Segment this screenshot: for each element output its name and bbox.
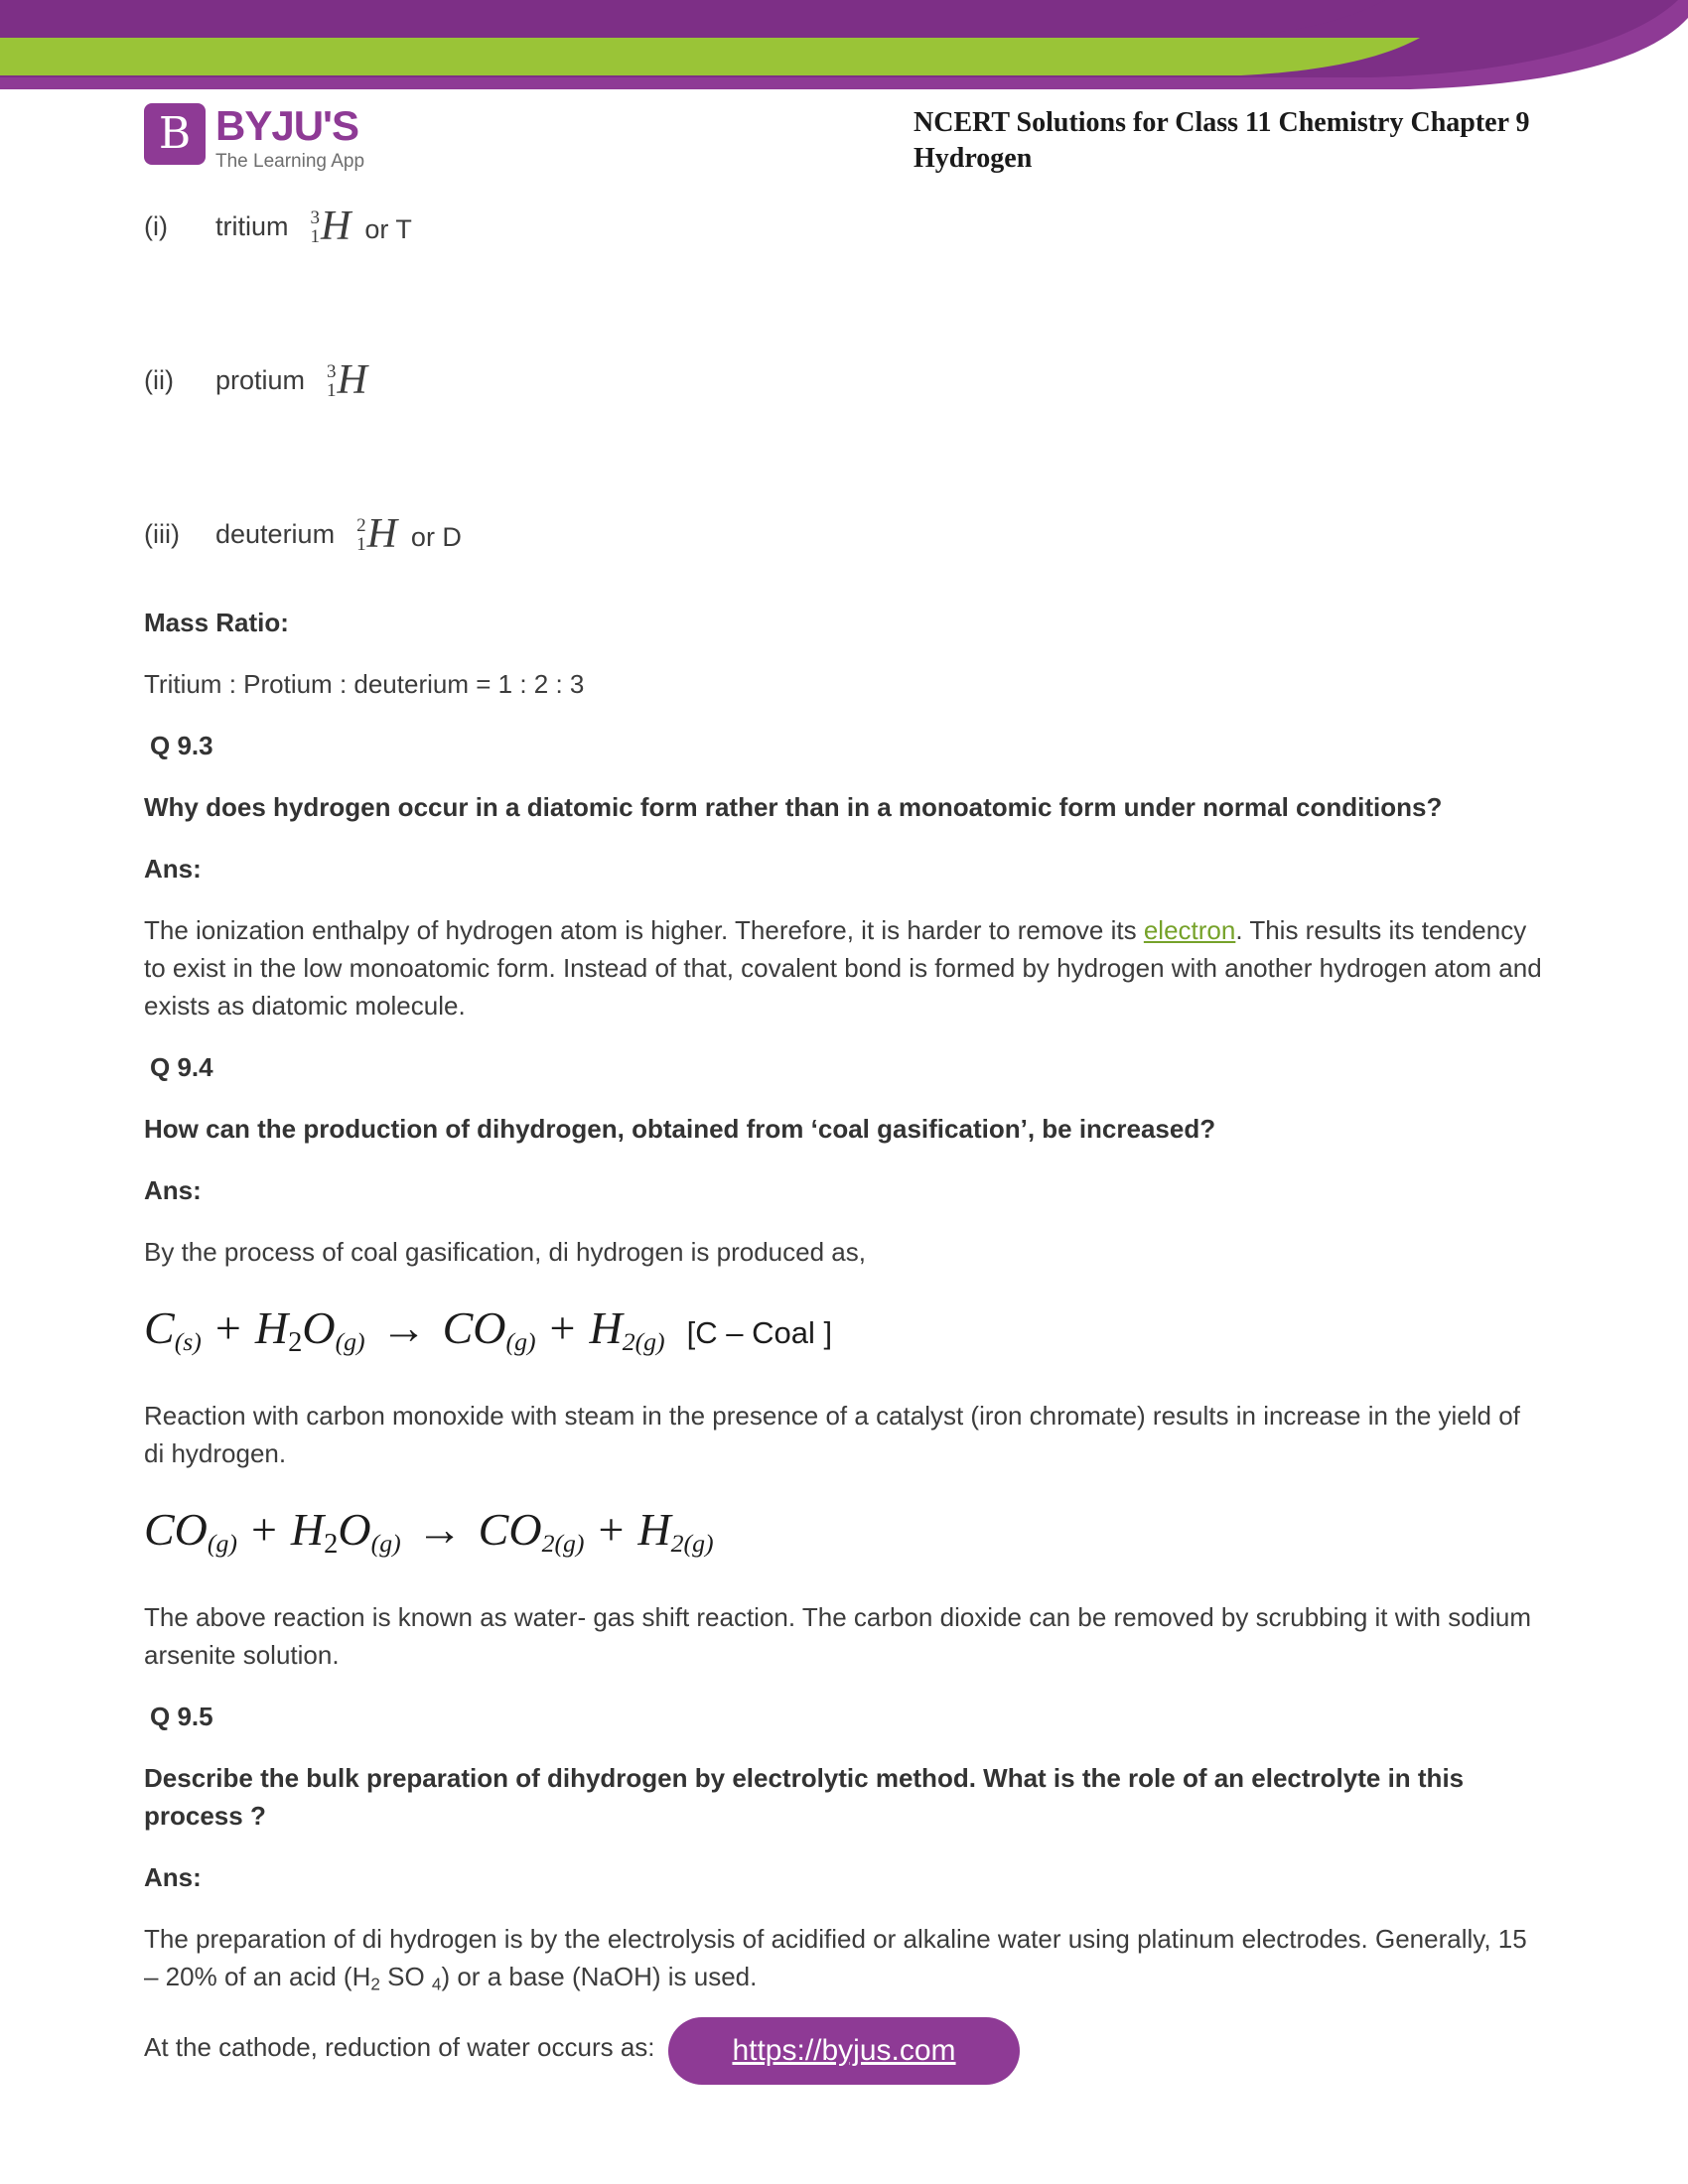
eq1-arrow-icon: → (380, 1302, 427, 1353)
mass-number: 3 (327, 361, 337, 382)
brand-name: BYJU'S (215, 102, 359, 149)
atomic-number: 1 (310, 226, 320, 247)
eq2-term2: $H2O_{(g)}$ (290, 1503, 401, 1560)
isotope-item-deuterium (144, 511, 1544, 606)
eq1-term4-sub: 2(g) (622, 1327, 665, 1357)
eq1-term2: $H2O_{(g)}$ (254, 1302, 365, 1358)
eq1-term2-state: (g) (335, 1327, 365, 1357)
mass-number: 3 (310, 207, 320, 228)
answer-q95-sub1: 2 (370, 1974, 380, 1994)
eq1-term4: $H_{2(g)}$ (589, 1302, 665, 1357)
document-title-line2: Hydrogen (914, 143, 1033, 174)
mass-number: 2 (356, 515, 366, 536)
document-body (144, 204, 1544, 2092)
isotope-alias: or T (364, 214, 412, 244)
mass-ratio-value: Tritium : Protium : deuterium = 1 : 2 : 3 (144, 669, 585, 699)
eq2-term1: $CO_{(g)}$ (144, 1503, 237, 1559)
answer-q93-part2: . This results its tendency to exist in the low monoatomic form. Instead of that, covalent bond is formed by hydrogen with another hydrogen atom and exists as diatomic molecule. (144, 915, 1542, 1021)
brand-tagline: The Learning App (215, 151, 365, 172)
eq2-op1: + (250, 1503, 277, 1555)
question-text-q94: How can the production of dihydrogen, obtained from ‘coal gasification’, be increased? (144, 1114, 1216, 1144)
eq1-term3: $CO_{(g)}$ (442, 1302, 536, 1357)
eq1-op2: + (549, 1302, 576, 1353)
element-symbol: H (321, 204, 352, 249)
answer-label-q93: Ans: (144, 854, 202, 884)
eq1-term3-state: (g) (505, 1327, 536, 1357)
isotope-item-protium (144, 357, 1544, 516)
eq1-term1-state: (s) (174, 1327, 202, 1357)
page-footer (0, 2017, 1688, 2085)
eq2-op2: + (598, 1503, 625, 1555)
eq1-note: [C – Coal ] (686, 1315, 833, 1350)
atomic-number: 1 (327, 380, 337, 401)
element-symbol: H (337, 357, 367, 403)
answer-cathode-q95: At the cathode, reduction of water occurs as: (144, 2032, 655, 2063)
answer-q95-sub2: 4 (431, 1974, 442, 1994)
equation-water-gas-shift (144, 1498, 1544, 1576)
banner-swoosh-green (0, 38, 1420, 75)
byjus-logo-mark-icon (144, 103, 206, 165)
eq2-term1-state: (g) (207, 1529, 237, 1559)
nuclide-notation (356, 513, 462, 555)
nuclide-notation (327, 359, 381, 401)
isotope-marker: (ii) (144, 365, 174, 395)
document-title-line1: NCERT Solutions for Class 11 Chemistry Chapter 9 (914, 107, 1530, 138)
electron-link[interactable]: electron (1143, 915, 1236, 945)
question-text-q93: Why does hydrogen occur in a diatomic form rather than in a monoatomic form under normal conditions? (144, 792, 1443, 822)
answer-label-q94: Ans: (144, 1175, 202, 1205)
answer-text-q95 (144, 1920, 1544, 2002)
eq2-term3: $CO_{2(g)}$ (478, 1503, 585, 1559)
banner-svg (0, 0, 1688, 89)
logo-b-glyph: B (158, 108, 192, 159)
eq2-term3-sub: 2(g) (541, 1529, 585, 1559)
answer-q93-part1: The ionization enthalpy of hydrogen atom is higher. Therefore, it is harder to remove its (144, 915, 1144, 945)
eq2-arrow-icon: → (416, 1503, 463, 1555)
answer-q95-part1: The preparation of di hydrogen is by the electrolysis of acidified or alkaline water using platinum electrodes. Generally, 15 – 20% of an acid (H (144, 1923, 1527, 1991)
document-title (914, 105, 1609, 177)
isotope-name: protium (215, 365, 306, 395)
isotope-item-tritium (144, 204, 1544, 362)
answer-q95-part3: ) or a base (NaOH) is used. (441, 1961, 758, 1991)
eq2-term2-state: (g) (370, 1529, 401, 1559)
nuclide-numbers (356, 516, 366, 554)
isotope-name: tritium (215, 211, 289, 241)
answer-mid-q94: Reaction with carbon monoxide with steam in the presence of a catalyst (iron chromate) results in increase in the yield of di hydrogen. (144, 1400, 1520, 1468)
answer-text-q93 (144, 911, 1544, 1024)
decorative-top-banner (0, 0, 1688, 89)
eq2-term4: $H_{2(g)}$ (637, 1503, 714, 1559)
logo-text-block (215, 103, 364, 175)
isotope-alias: or D (410, 522, 462, 552)
nuclide-notation (311, 205, 412, 247)
eq2-term4-sub: 2(g) (670, 1529, 714, 1559)
answer-label-q95: Ans: (144, 1861, 202, 1892)
page-header (0, 95, 1688, 205)
element-symbol: H (366, 511, 397, 557)
isotope-name: deuterium (215, 519, 336, 549)
answer-intro-q94: By the process of coal gasification, di hydrogen is produced as, (144, 1237, 866, 1267)
isotope-marker: (iii) (144, 519, 180, 549)
eq1-op1: + (214, 1302, 241, 1353)
banner-band-purple (0, 0, 1385, 38)
nuclide-numbers (327, 362, 337, 400)
question-id-q93: Q 9.3 (150, 731, 213, 760)
eq1-term1: $C_{(s)}$ (144, 1302, 202, 1357)
atomic-number: 1 (356, 534, 366, 555)
byjus-url-button[interactable]: https://byjus.com (668, 2017, 1019, 2085)
question-id-q95: Q 9.5 (150, 1701, 213, 1731)
byjus-logo (144, 103, 364, 175)
question-text-q95: Describe the bulk preparation of dihydrogen by electrolytic method. What is the role of an electrolyte in this process ? (144, 1762, 1465, 1831)
isotope-marker: (i) (144, 211, 168, 241)
nuclide-numbers (311, 208, 321, 246)
answer-q95-part2: SO (379, 1961, 432, 1991)
equation-coal-gasification (144, 1297, 1544, 1375)
question-id-q94: Q 9.4 (150, 1052, 213, 1082)
mass-ratio-heading: Mass Ratio: (144, 608, 289, 637)
answer-outro-q94: The above reaction is known as water- gas shift reaction. The carbon dioxide can be removed by scrubbing it with sodium arsenite solution. (144, 1601, 1532, 1670)
